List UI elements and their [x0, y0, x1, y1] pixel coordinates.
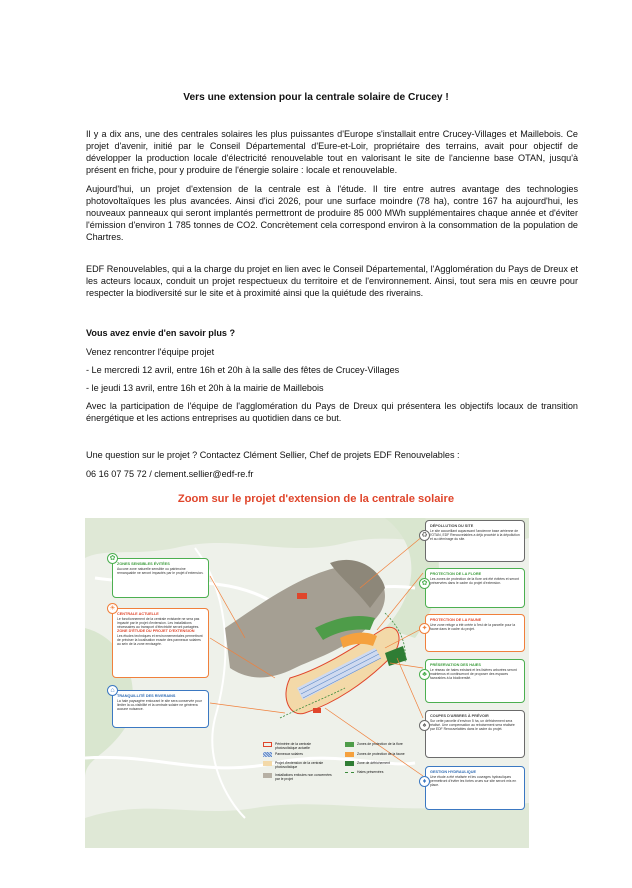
- legend-item: Panneaux solaires: [263, 752, 333, 757]
- centrale-actuelle-text: Le fonctionnement de la centrale existante ne sera pas impacté par le projet d'extension. Les installations nécessaires au transport d'électricité seront partagées.: [117, 617, 200, 629]
- meeting-date-1: - Le mercredi 12 avril, entre 16h et 20h à la salle des fêtes de Crucey-Villages: [86, 365, 400, 375]
- legend-swatch-red: [263, 742, 272, 747]
- legend-item: Installations enfouies non concernées par le projet: [263, 773, 333, 781]
- tranquillite-box: [112, 690, 209, 728]
- contact-question: Une question sur le projet ? Contactez Clément Sellier, Chef de projets EDF Renouvelables :: [86, 450, 460, 460]
- zones-sensibles-box: [112, 558, 209, 598]
- protection-faune-title: PROTECTION DE LA FAUNE: [430, 618, 482, 622]
- protection-faune-text: Une zone refuge a été créée à l'est de la parcelle pour la faune dans le cadre du projet.: [430, 623, 516, 631]
- zone-etude-text: Les études techniques et environnementales permettront de préciser la localisation exacte des panneaux solaires au sein de la zone envisagée.: [117, 634, 203, 646]
- protection-flore-title: PROTECTION DE LA FLORE: [430, 572, 482, 576]
- intro-paragraph-2: Aujourd'hui, un projet d'extension de la centrale est à l'étude. Il tire entre autres avantage des technologies photovoltaïques les plus avancées. Ainsi d'ici 2026, pour une surface moindre (78 ha), contre 167 ha aujourd'hui, les nouveaux panneaux qui seront implantés permettront de produire 85 000 MWh supplémentaires chaque année et d'éviter l'émission d'environ 1 785 tonnes de CO2. Concrètement cela correspond environ à la consommation de la population de Chartres.: [86, 184, 578, 242]
- house-icon: ⌂: [107, 685, 118, 696]
- project-map-infographic: [85, 518, 529, 848]
- protection-flore-text: Les zones de protection de la flore ont été évitées et seront préservées dans le cadre du projet d'extension.: [430, 577, 519, 585]
- depollution-box: [425, 520, 525, 562]
- legend-item: Haies préservées: [345, 770, 415, 774]
- gestion-hydraulique-box: [425, 766, 525, 810]
- zoom-title: Zoom sur le projet d'extension de la centrale solaire: [177, 493, 455, 505]
- protection-flore-box: [425, 568, 525, 608]
- legend-swatch-grey: [263, 773, 272, 778]
- contact-details: 06 16 07 75 72 / clement.sellier@edf-re.fr: [86, 469, 254, 479]
- intro-paragraph-3: EDF Renouvelables, qui a la charge du projet en lien avec le Conseil Départemental, l'Agglomération du Pays de Dreux et les acteurs locaux, conduit un projet respectueux du territoire et de l'environnement. Ainsi, tout sera mis en œuvre pour respecter la biodiversité sur le site et à proximité ainsi que la quiétude des riverains.: [86, 264, 578, 298]
- zones-sensibles-title: ZONES SENSIBLES ÉVITÉES: [117, 562, 170, 566]
- legend-swatch-beige: [263, 761, 272, 766]
- zones-sensibles-text: Aucune zone naturelle sensible ou patrimoine remarquable ne seront impactés par le projet d'extension.: [117, 567, 204, 575]
- intro-paragraph-1: Il y a dix ans, une des centrales solaires les plus puissantes d'Europe s'installait entre Crucey-Villages et Maillebois. Ce projet d'avenir, initié par le Conseil Départemental d'Eure-et-Loir, propriétaire des terrains, avait pour objectif de développer la production locale d'électricité renouvelable tout en valorisant le site de l'ancienne base OTAN, jusqu'à présent en friche, pour y produire de l'énergie solaire : locale et renouvelable.: [86, 129, 578, 175]
- legend-item: Zones de protection de la faune: [345, 752, 415, 757]
- preservation-haies-title: PRÉSERVATION DES HAIES: [430, 663, 481, 667]
- leaf-icon: ✿: [107, 553, 118, 564]
- coupes-arbres-box: [425, 710, 525, 758]
- legend-swatch-orange: [345, 752, 354, 757]
- centrale-actuelle-box: [112, 608, 209, 678]
- legend-item: Projet d'extension de la centrale photovoltaïque: [263, 761, 333, 769]
- recycle-icon: ♻: [419, 530, 430, 541]
- depollution-title: DÉPOLLUTION DU SITE: [430, 524, 474, 528]
- legend-swatch-dkgreen: [345, 761, 354, 766]
- tranquillite-text: La haie paysagère entourant le site sera conservée pour limiter la co-visibilité et la centrale solaire ne générera aucune nuisance.: [117, 699, 202, 711]
- zone-etude-title: ZONE D'ÉTUDE DU PROJET D'EXTENSION: [117, 629, 195, 633]
- water-drop-icon: ♦: [419, 776, 430, 787]
- tree-icon: ♠: [419, 720, 430, 731]
- flower-icon: ✿: [419, 578, 430, 589]
- legend-swatch-stripe: [263, 752, 272, 757]
- gestion-hydraulique-title: GESTION HYDRAULIQUE: [430, 770, 476, 774]
- legend-swatch-green: [345, 742, 354, 747]
- meeting-heading: Vous avez envie d'en savoir plus ?: [86, 328, 236, 338]
- coupes-arbres-text: Sur cette parcelle d'environ 5 ha, un défrichement sera réalisé. Une compensation au reboisement sera réalisée par EDF Renouvelables dans le cadre du projet.: [430, 719, 515, 731]
- legend-item: Périmètre de la centrale photovoltaïque actuelle: [263, 742, 333, 750]
- preservation-haies-box: [425, 659, 525, 703]
- solar-panel-icon: ☀: [107, 603, 118, 614]
- preservation-haies-text: Le réseau de haies existant et les lisières arborées seront maintenus et continueront de proposer des espaces favorables à la biodiversité.: [430, 668, 517, 680]
- map-legend: [263, 742, 423, 790]
- gestion-hydraulique-text: Une étude a été réalisée et les ouvrages hydrauliques permettront d'éviter les fortes crues sur site seront mis en place.: [430, 775, 517, 787]
- meeting-date-2: - le jeudi 13 avril, entre 16h et 20h à la mairie de Maillebois: [86, 383, 324, 393]
- legend-swatch-dash: [345, 772, 354, 773]
- legend-item: Zone de défrichement: [345, 761, 415, 766]
- meeting-participation: Avec la participation de l'équipe de l'agglomération du Pays de Dreux qui présentera les objectifs locaux de transition énergétique et les actions entreprises au quotidien dans ce but.: [86, 401, 578, 423]
- protection-faune-box: [425, 614, 525, 652]
- centrale-actuelle-title: CENTRALE ACTUELLE: [117, 612, 159, 616]
- depollution-text: Le site accueillant auparavant l'ancienne base aérienne de l'OTAN, EDF Renouvelables a déjà procédé à la dépollution et au déminage du site.: [430, 529, 520, 541]
- bird-icon: ✦: [419, 623, 430, 634]
- meeting-invite: Venez rencontrer l'équipe projet: [86, 347, 215, 357]
- tranquillite-title: TRANQUILLITÉ DES RIVERAINS: [117, 694, 176, 698]
- page-title: Vers une extension pour la centrale solaire de Crucey !: [183, 92, 449, 103]
- coupes-arbres-title: COUPES D'ARBRES À PRÉVOIR: [430, 714, 489, 718]
- hedge-icon: ♣: [419, 669, 430, 680]
- legend-item: Zones de protection de la flore: [345, 742, 415, 747]
